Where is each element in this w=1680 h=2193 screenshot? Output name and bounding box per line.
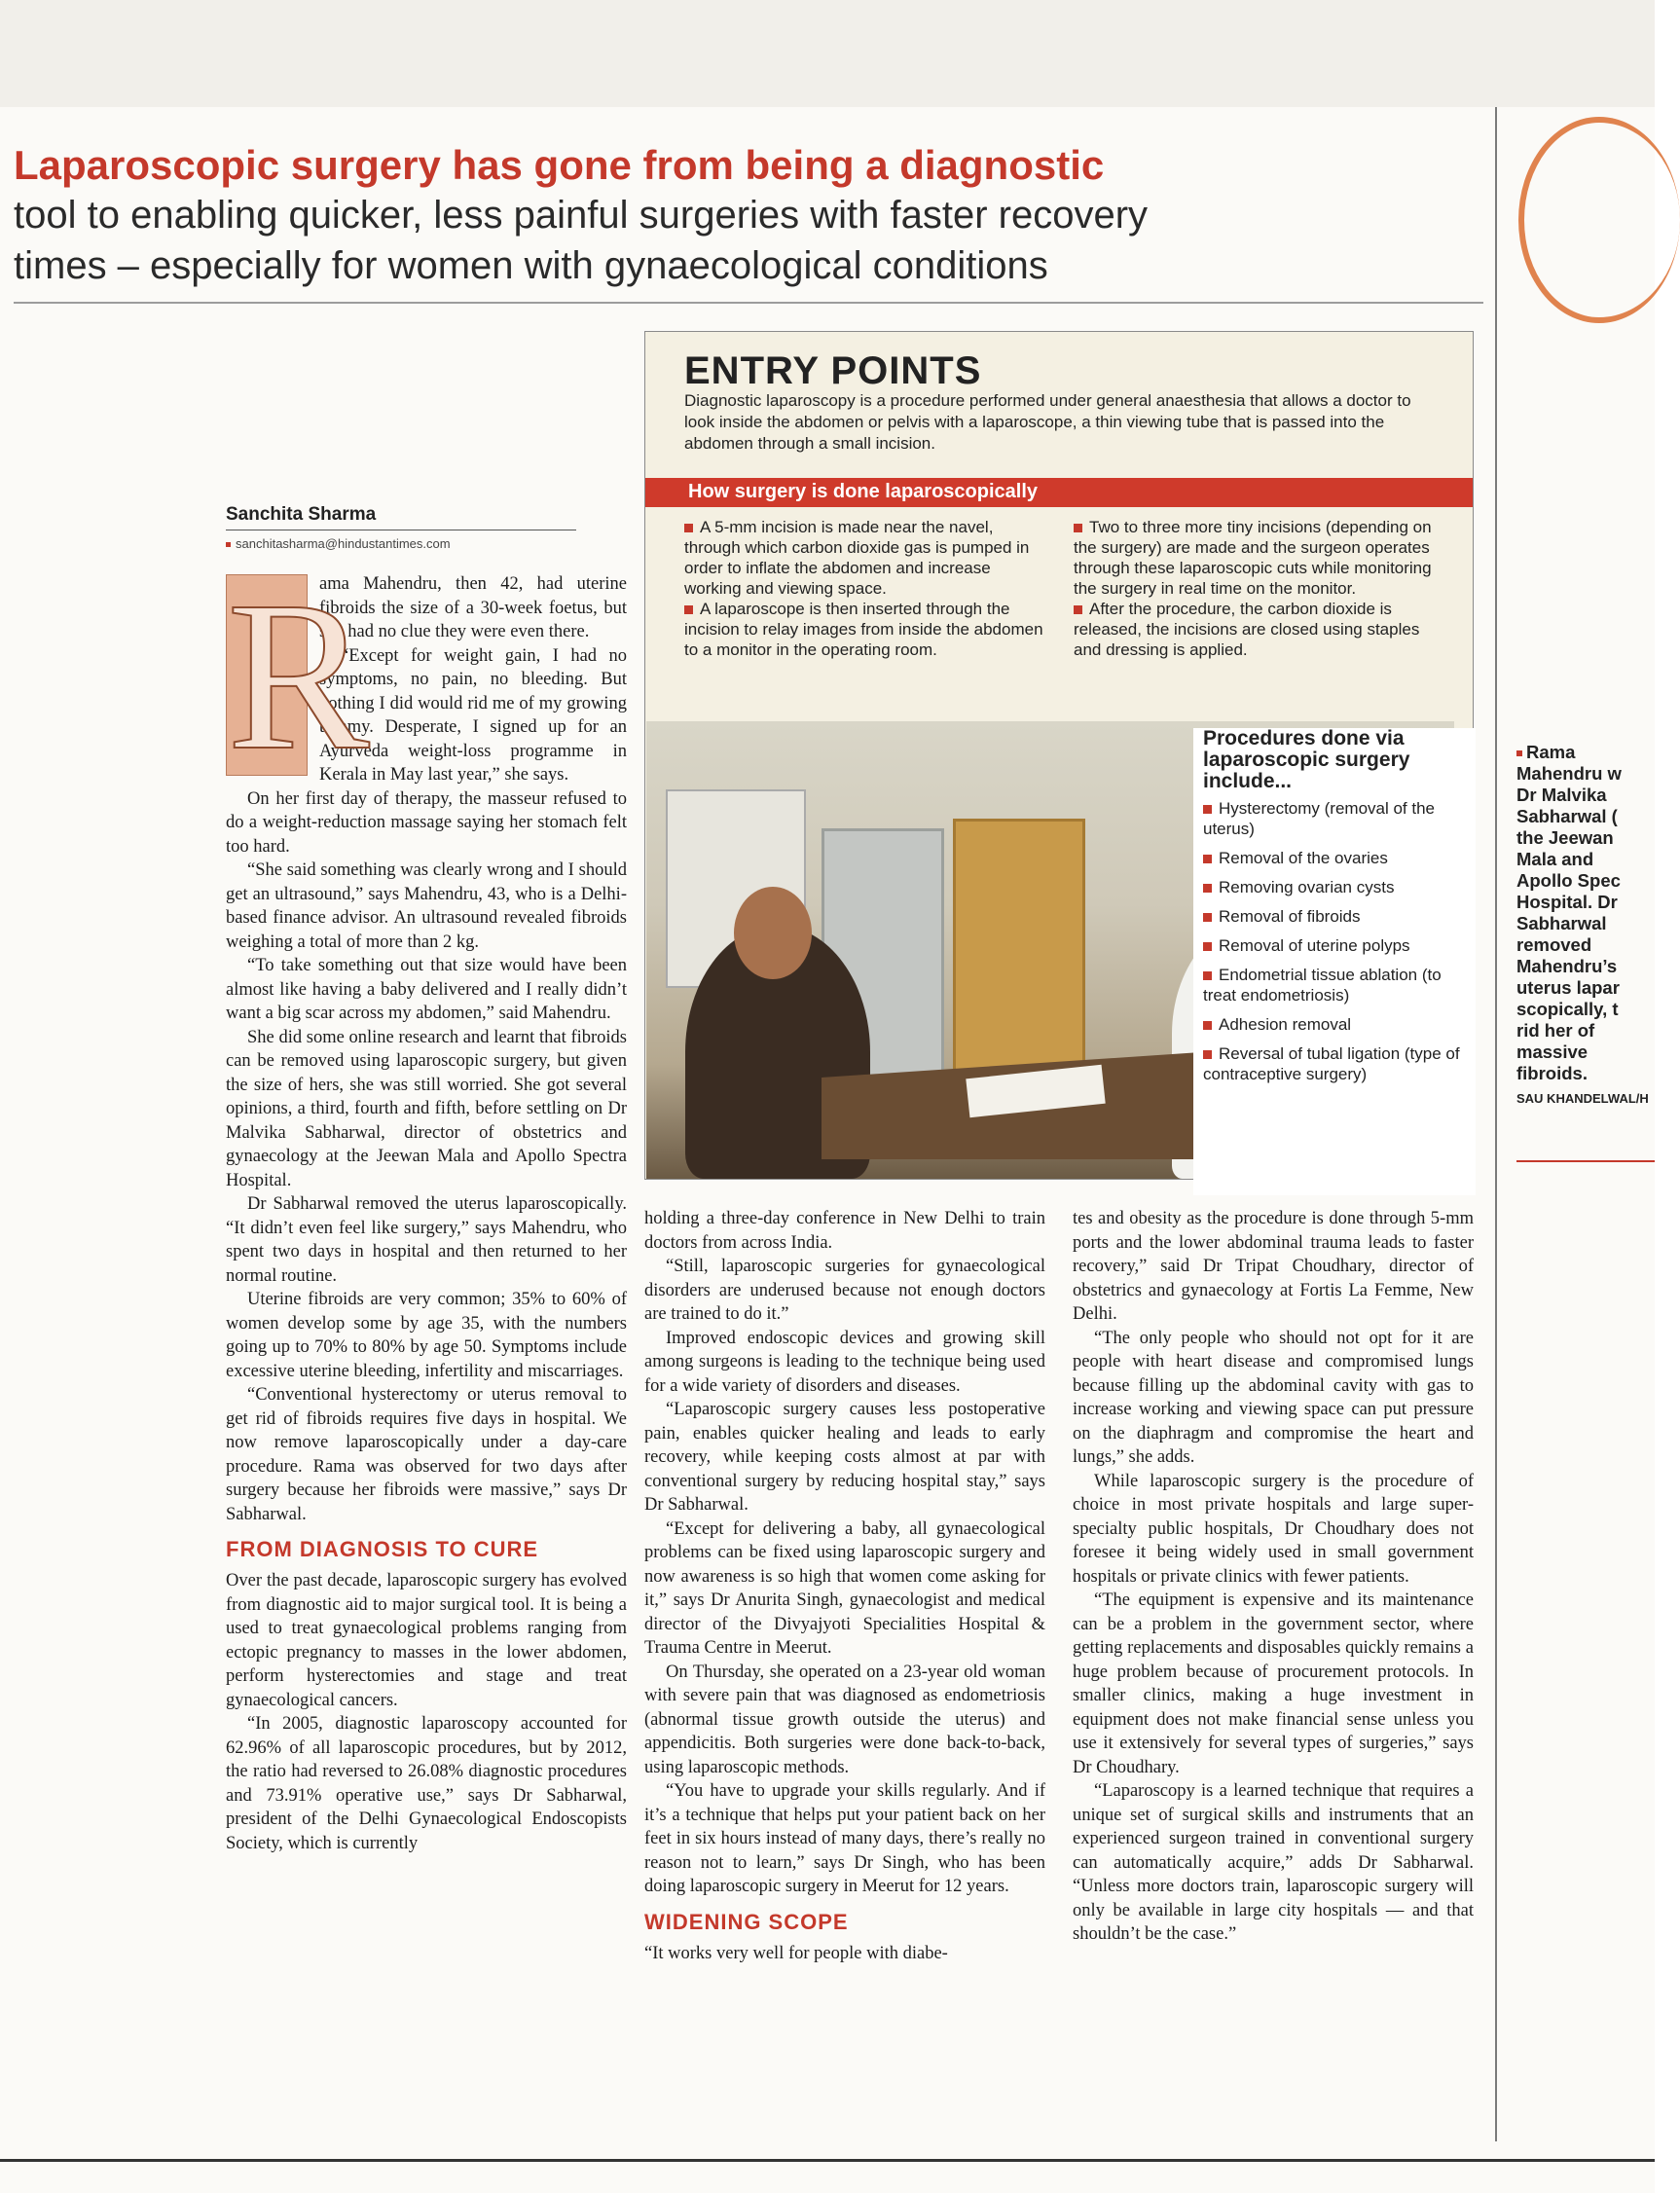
paragraph: “Laparoscopic surgery causes less postoperative pain, enables quicker healing and leads to early recovery, while keeping costs almost at par with conventional surgery by reducing hospital stay,” says Dr Sabharwal. <box>644 1400 1045 1515</box>
caption-line: the Jeewan <box>1516 827 1614 848</box>
paragraph: “To take something out that size would have been almost like having a baby delivered and I really didn’t want a big scar across my abdomen,” said Mahendru. <box>226 956 627 1023</box>
caption-line: fibroids. <box>1516 1063 1588 1083</box>
paragraph: “The only people who should not opt for it are people with heart disease and compromised lungs because filling up the abdominal cavity with gas to increase working and viewing space can put pressure on the diaphragm and compromise the heart and lungs,” she adds. <box>1073 1328 1474 1467</box>
paragraph: holding a three-day conference in New Delhi to train doctors from across India. <box>644 1209 1045 1253</box>
caption-line: Dr Malvika <box>1516 785 1607 805</box>
bullet-icon <box>1203 1021 1212 1030</box>
caption-line: Mahendru’s <box>1516 956 1618 976</box>
caption-line: Apollo Spec <box>1516 870 1621 891</box>
caption-line: removed <box>1516 934 1592 955</box>
caption-text: Rama <box>1526 742 1576 762</box>
bullet-icon <box>1203 805 1212 814</box>
paragraph: “She said something was clearly wrong and I should get an ultrasound,” says Mahendru, 43, who is a Delhi-based finance advisor. An ultrasound revealed fibroids weighing a total of more than 2 kg. <box>226 860 627 952</box>
byline <box>226 504 615 551</box>
paragraph: On Thursday, she operated on a 23-year old woman with severe pain that was diagnosed as endometriosis (abnormal tissue growth outside the uterus) and appendicitis. Both surgeries were done back-to-back, using laparoscopic methods. <box>644 1662 1045 1777</box>
paragraph: While laparoscopic surgery is the procedure of choice in most private hospitals and large super-specialty public hospitals, Dr Choudhary does not foresee it being widely used in small government hospitals or private clinics with fewer patients. <box>1073 1471 1474 1587</box>
bullet-icon <box>1074 524 1082 532</box>
bullet-icon <box>1203 942 1212 951</box>
paragraph: “The equipment is expensive and its maintenance can be a problem in the government sector, where getting replacements and disposables quickly remains a huge problem because of procurement protocols. In smaller clinics, making a huge investment in equipment does not make financial sense unless you use it extensively for several types of surgeries,” says Dr Choudhary. <box>1073 1590 1474 1777</box>
list-item <box>1203 848 1476 868</box>
bullet-icon <box>1203 884 1212 893</box>
procedure-text: Removal of uterine polyps <box>1219 936 1410 955</box>
article-column-2 <box>644 1207 1045 1965</box>
paragraph: “Except for delivering a baby, all gynaecological problems can be fixed using laparoscopic surgery and now awareness is so high that women come asking for it,” says Dr Anurita Singh, gynaecologist and medical director of the Divyajyoti Specialities Hospital & Trauma Centre in Meerut. <box>644 1518 1045 1658</box>
caption-line: Mahendru w <box>1516 763 1622 784</box>
steps-left <box>684 517 1044 660</box>
bullet-icon <box>1203 971 1212 980</box>
box-title: ENTRY POINTS <box>684 349 982 392</box>
caption-line: Sabharwal ( <box>1516 806 1618 826</box>
paragraph: tes and obesity as the procedure is done through 5-mm ports and the lower abdominal trauma leads to faster recovery,” said Dr Tripat Choudhary, director of obstetrics and gynaecology at Fortis La Femme, New Delhi. <box>1073 1209 1474 1324</box>
box-section-bar <box>645 478 1473 507</box>
procedure-text: Removal of the ovaries <box>1219 849 1388 867</box>
list-item <box>1203 798 1476 839</box>
caption-line: rid her of <box>1516 1020 1595 1041</box>
procedure-text: Hysterectomy (removal of the uterus) <box>1203 799 1436 838</box>
step-item <box>1074 599 1434 660</box>
step-item <box>684 599 1044 660</box>
drop-cap-letter: R <box>227 557 370 794</box>
step-text: A laparoscope is then inserted through the incision to relay images from inside the abdomen to a monitor in the operating room. <box>684 600 1043 659</box>
list-item <box>1203 935 1476 956</box>
list-item <box>1203 1014 1476 1035</box>
procedure-text: Reversal of tubal ligation (type of contraceptive surgery) <box>1203 1044 1460 1083</box>
paragraph: “Conventional hysterectomy or uterus removal to get rid of fibroids requires five days in hospital. We now remove laparoscopically under a day-care procedure. Rama was observed for two days after surgery because her fibroids were massive,” says Dr Sabharwal. <box>226 1385 627 1524</box>
photo-patient-face <box>734 887 812 979</box>
step-item <box>1074 517 1434 599</box>
article-column-1 <box>226 557 627 1855</box>
author-name: Sanchita Sharma <box>226 504 377 525</box>
author-email-text: sanchitasharma@hindustantimes.com <box>236 536 451 551</box>
paragraph: She did some online research and learnt that fibroids can be removed using laparoscopic surgery, but given the size of hers, she was still worried. She got several opinions, a third, fourth and fifth, before settling on Dr Malvika Sabharwal, director of obstetrics and gynaecology at the Jeewan Mala and Apollo Spectra Hospital. <box>226 1027 627 1190</box>
bullet-icon <box>1516 750 1522 756</box>
paragraph: Over the past decade, laparoscopic surgery has evolved from diagnostic aid to major surgical tool. It is being a used to treat gynaecological problems ranging from ectopic pregnancy to masses in the lower abdomen, perform hysterectomies and stage and treat gynaecological cancers. <box>226 1571 627 1710</box>
caption-line: Mala and <box>1516 849 1594 869</box>
bullet-icon <box>1203 1050 1212 1059</box>
paragraph: “It works very well for people with diabe- <box>644 1943 948 1963</box>
paragraph: Improved endoscopic devices and growing skill among surgeons is leading to the technique being used for a wide variety of disorders and diseases. <box>644 1328 1045 1396</box>
step-text: After the procedure, the carbon dioxide is released, the incisions are closed using staples and dressing is applied. <box>1074 600 1420 659</box>
drop-cap <box>226 557 370 794</box>
caption-line: scopically, t <box>1516 999 1619 1019</box>
photo-caption <box>1516 742 1655 1110</box>
paragraph: “In 2005, diagnostic laparoscopy accounted for 62.96% of all laparoscopic procedures, but by 2012, the ratio had reversed to 26.08% diagnostic procedures and 73.91% operative use,” says Dr Sabharwal, president of the Delhi Gynaecological Endoscopists Society, which is currently <box>226 1714 627 1853</box>
paragraph: “Still, laparoscopic surgeries for gynaecological disorders are underused because not enough doctors are trained to do it.” <box>644 1257 1045 1324</box>
procedures-list <box>1193 798 1476 1084</box>
bullet-icon <box>1074 605 1082 614</box>
paragraph: “Laparoscopy is a learned technique that requires a unique set of surgical skills and instruments that an experienced surgeon trained in conventional surgery can automatically acquire,” adds Dr Sabharwal. “Unless more doctors train, laparoscopic surgery will only be available in large city hospitals — and that shouldn’t be the case.” <box>1073 1781 1474 1944</box>
bullet-icon <box>1203 913 1212 922</box>
headline-line-1: Laparoscopic surgery has gone from being a diagnostic <box>14 142 1105 188</box>
headline-line-2: tool to enabling quicker, less painful surgeries with faster recovery <box>14 194 1149 237</box>
procedure-text: Removing ovarian cysts <box>1219 878 1395 896</box>
steps-right <box>1074 517 1434 660</box>
step-text: Two to three more tiny incisions (depending on the surgery) are made and the surgeon operates through these laparoscopic cuts while monitoring the surgery in real time on the monitor. <box>1074 518 1432 598</box>
caption-line: Sabharwal <box>1516 913 1607 933</box>
list-item <box>1203 906 1476 927</box>
paragraph: ama Mahendru, then 42, had uterine fibroids the size of a 30-week foetus, but she had no clue they were even there. <box>319 574 627 641</box>
bullet-icon <box>226 542 231 547</box>
subhead-diagnosis-to-cure: FROM DIAGNOSIS TO CURE <box>226 1537 539 1561</box>
bullet-icon <box>684 605 693 614</box>
paragraph: Uterine fibroids are very common; 35% to 60% of women develop some by age 35, with the numbers going up to 70% to 80% by age 50. Symptoms include excessive uterine bleeding, infertility and miscarriages. <box>226 1290 627 1381</box>
step-item <box>684 517 1044 599</box>
paragraph: “Except for weight gain, I had no symptoms, no pain, no bleeding. But nothing I did would rid me of my growing tummy. Desperate, I signed up for an Ayurveda weight-loss programme in Kerala in May last year,” she says. <box>319 645 627 785</box>
author-email <box>226 536 615 551</box>
photo-wooden-door <box>953 819 1085 1087</box>
paragraph: On her first day of therapy, the masseur refused to do a weight-reduction massage saying her stomach felt too hard. <box>226 788 627 857</box>
caption-line: uterus lapar <box>1516 977 1620 998</box>
bottom-rule <box>0 2159 1655 2162</box>
list-item <box>1203 877 1476 897</box>
headline <box>14 141 1474 291</box>
caption-rule <box>1516 1160 1655 1162</box>
caption-line <box>1516 742 1655 763</box>
headline-separator <box>14 302 1483 304</box>
procedure-text: Removal of fibroids <box>1219 907 1361 926</box>
decorative-arc <box>1518 117 1680 323</box>
bullet-icon <box>684 524 693 532</box>
box-section-label: How surgery is done laparoscopically <box>688 481 1039 502</box>
procedure-text: Adhesion removal <box>1219 1015 1352 1034</box>
procedures-title: Procedures done via laparoscopic surgery include... <box>1203 727 1410 792</box>
article-column-3 <box>1073 1207 1474 1947</box>
bullet-icon <box>1203 855 1212 863</box>
column-divider <box>1495 107 1497 2141</box>
caption-line: Hospital. Dr <box>1516 892 1618 912</box>
list-item <box>1203 965 1476 1005</box>
box-intro: Diagnostic laparoscopy is a procedure performed under general anaesthesia that allows a doctor to look inside the abdomen or pelvis with a laparoscope, a thin viewing tube that is passed into the abdomen through a small incision. <box>684 391 1411 453</box>
headline-line-3: times – especially for women with gynaecological conditions <box>14 244 1048 287</box>
step-text: A 5-mm incision is made near the navel, through which carbon dioxide gas is pumped in order to inflate the abdomen and increase working and viewing space. <box>684 518 1030 598</box>
procedures-panel <box>1193 728 1476 1195</box>
photo-credit: SAU KHANDELWAL/H <box>1516 1091 1649 1106</box>
list-item <box>1203 1043 1476 1084</box>
caption-line: massive <box>1516 1042 1589 1062</box>
subhead-widening-scope: WIDENING SCOPE <box>644 1909 849 1934</box>
procedure-text: Endometrial tissue ablation (to treat endometriosis) <box>1203 966 1442 1005</box>
top-strip <box>0 0 1655 107</box>
paragraph: “You have to upgrade your skills regularly. And if it’s a technique that helps put your patient back on her feet in six hours instead of many days, there’s really no reason not to learn,” says Dr Singh, who has been doing laparoscopic surgery in Meerut for 12 years. <box>644 1781 1045 1896</box>
paragraph: Dr Sabharwal removed the uterus laparoscopically. “It didn’t even feel like surgery,” says Mahendru, who spent two days in hospital and then returned to her normal routine. <box>226 1194 627 1286</box>
